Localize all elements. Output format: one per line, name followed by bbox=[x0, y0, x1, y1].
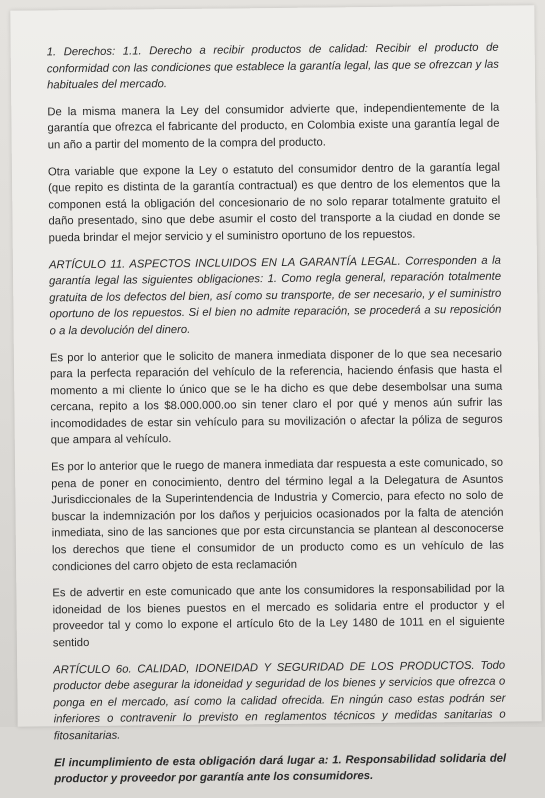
paragraph-advertencia: Es de advertir en este comunicado que ante los consumidores la responsabilidad por la idoneidad de los bienes puestos en el mercado es solidaria entre el productor y el proveedor tal y como lo expone el artículo 6to de la Ley 1480 de 1011 en el siguiente sentido bbox=[52, 582, 505, 650]
paragraph-incumplimiento: El incumplimiento de esta obligación dará lugar a: 1. Responsabilidad solidaria del productor y proveedor por garantía ante los consumidores. bbox=[54, 752, 507, 786]
paragraph-derechos: 1. Derechos: 1.1. Derecho a recibir productos de calidad: Recibir el producto de conformidad con las condiciones que establece la garantía legal, las que se ofrezcan y las habituales del mercado. bbox=[46, 41, 499, 92]
paragraph-articulo-11: ARTÍCULO 11. ASPECTOS INCLUIDOS EN LA GARANTÍA LEGAL. Corresponden a la garantía legal las siguientes obligaciones: 1. Como regla general, reparación totalmente gratuita de los defectos del bien, así como su transporte, de ser necesario, y el suministro oportuno de los repuestos. Si el bien no admite reparación, se procederá a su reposición o a la devolución del dinero. bbox=[48, 254, 502, 338]
paragraph-solicitud: Es por lo anterior que le solicito de manera inmediata disponer de lo que sea necesario para la perfecta reparación del vehículo de la referencia, haciendo énfasis que hasta el momento a mi cliente lo único que se le ha dicho es que debe desembolsar una suma cercana, repito a los $8.000.000.oo sin tener claro el por qué y menos aún sufrir las incomodidades de estar sin vehículo para su movilización o afectar la póliza de seguros que ampara al vehículo. bbox=[49, 347, 503, 447]
paragraph-otra-variable: Otra variable que expone la Ley o estatuto del consumidor dentro de la garantía legal (que repito es distinta de la garantía contractual) es que dentro de los elementos que la componen está la obligación del concesionario de no solo reparar totalmente gratuito el daño presentado, sino que debe asumir el costo del transporte a la ciudad en donde se pueda brindar el mejor servicio y el suministro oportuno de los repuestos. bbox=[47, 161, 501, 245]
paragraph-ruego: Es por lo anterior que le ruego de manera inmediata dar respuesta a este comunicado, so pena de poner en conocimiento, dentro del término legal a la Delegatura de Asuntos Jurisdiccionales de la Superintendencia de Industria y Comercio, para efecto no solo de buscar la indemnización por los daños y perjuicios ocasionados por la falta de atención inmediata, sino de las sanciones que por esta circunstancia se plantean al desconocerse los derechos que tiene el consumidor de un producto como es un vehículo de las condiciones del carro objeto de esta reclamación bbox=[50, 456, 504, 573]
document-body bbox=[47, 40, 507, 798]
paragraph-articulo-6: ARTÍCULO 6o. CALIDAD, IDONEIDAD Y SEGURIDAD DE LOS PRODUCTOS. Todo productor debe asegurar la idoneidad y seguridad de los bienes y servicios que ofrezca o ponga en el mercado, así como la calidad ofrecida. En ningún caso estas podrán ser inferiores o contravenir lo previsto en reglamentos técnicos y medidas sanitarias o fitosanitarias. bbox=[53, 659, 506, 743]
paragraph-garantia-legal: De la misma manera la Ley del consumidor advierte que, independientemente de la garantía que ofrezca el fabricante del producto, en Colombia existe una garantía legal de un año a partir del momento de la compra del producto. bbox=[47, 101, 500, 152]
paper-sheet bbox=[10, 5, 541, 786]
